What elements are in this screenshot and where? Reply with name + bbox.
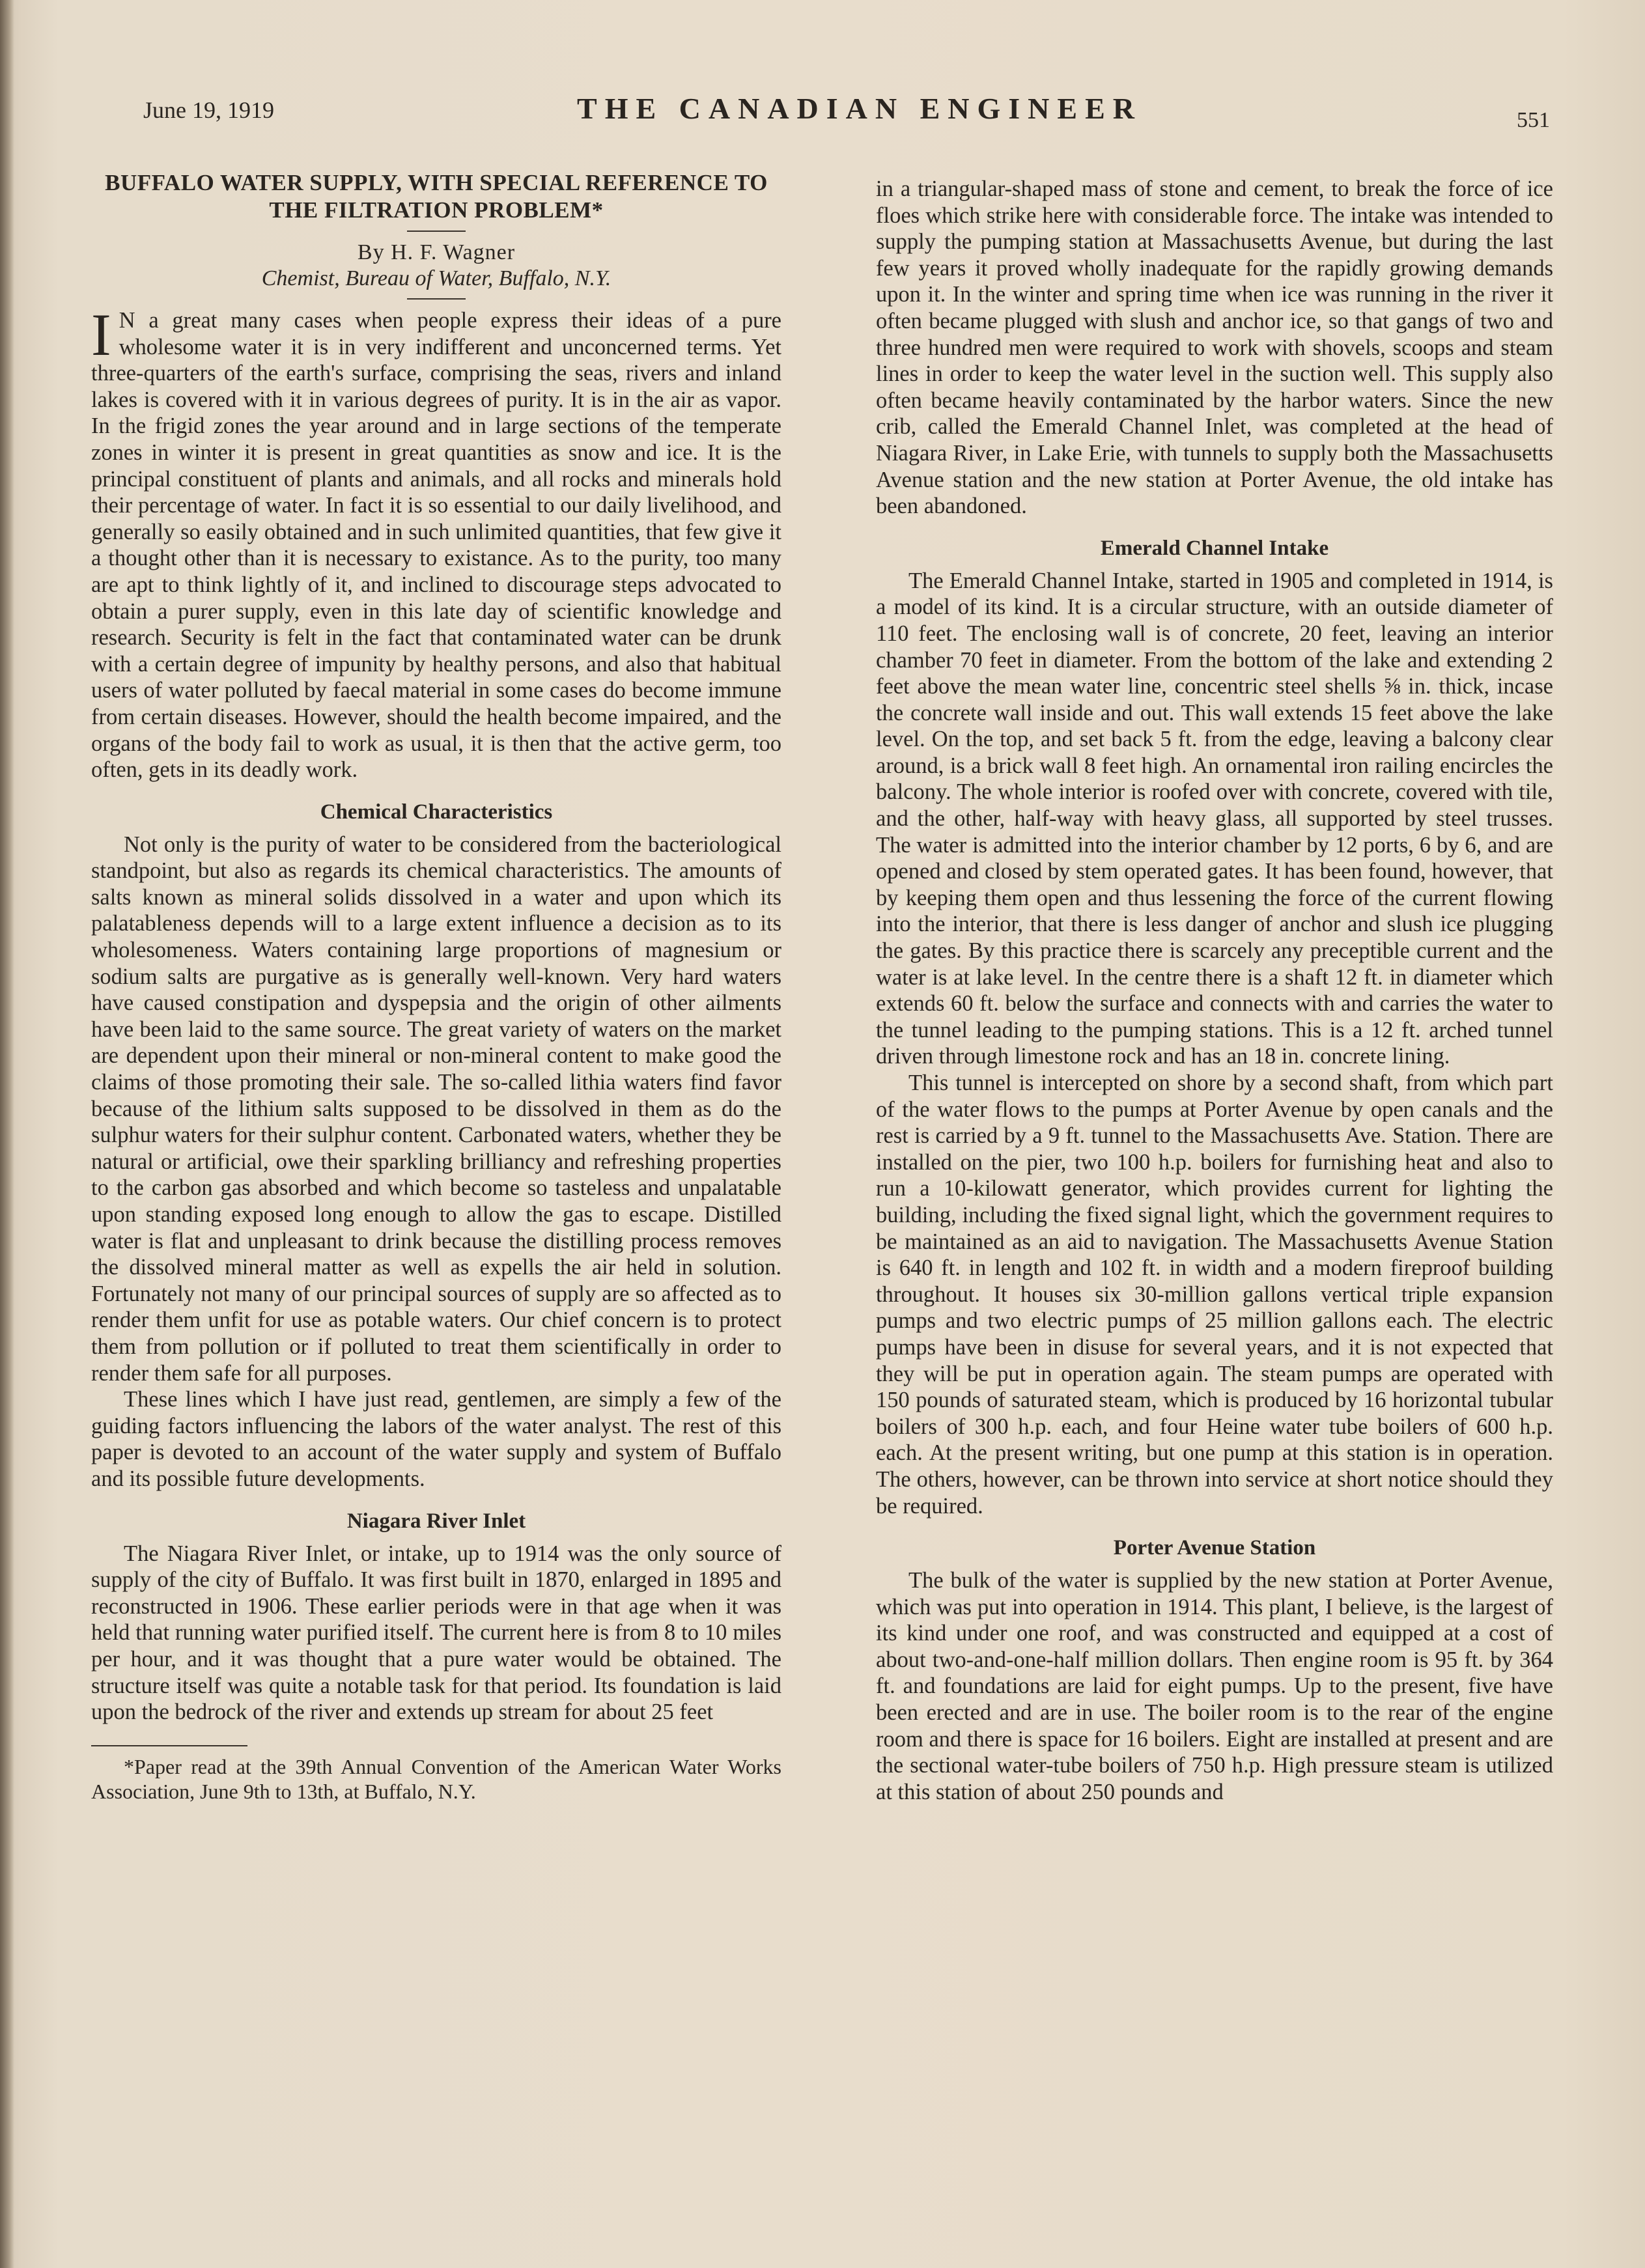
drop-cap: I — [91, 301, 111, 368]
paragraph: These lines which I have just read, gentlemen, are simply a few of the guiding factors influencing the labors of the water analyst. The rest of this paper is devoted to an account of the water supply and system of Buffalo and its possible future developments. — [91, 1387, 781, 1491]
section-heading-emerald: Emerald Channel Intake — [1100, 536, 1329, 560]
section-heading-chemical: Chemical Characteristics — [320, 800, 553, 824]
running-head — [143, 91, 1550, 137]
author-affiliation: Chemist, Bureau of Water, Buffalo, N.Y. — [261, 266, 612, 290]
paragraph: The Niagara River Inlet, or intake, up to 1914 was the only source of supply of the city of Buffalo. It was first built in 1870, enlarged in 1895 and reconstructed in 1906. These earlier periods were in that age when it was held that running water purified itself. The current here is from 8 to 10 miles per hour, and it was thought that a pure water would be obtained. The structure itself was quite a notable task for that period. Its foundation is laid upon the bedrock of the river and extends up stream for about 25 feet — [91, 1541, 781, 1725]
footnote: *Paper read at the 39th Annual Convention of the American Water Works Association, June 9th to 13th, at Buffalo, N.Y. — [91, 1754, 781, 1803]
intro-paragraph — [91, 301, 781, 783]
journal-title: THE CANADIAN ENGINEER — [577, 92, 1142, 125]
paragraph: Not only is the purity of water to be considered from the bacteriological standpoint, but also as regards its chemical characteristics. The amounts of salts known as mineral solids dissolved in a water and upon which its palatableness depends will to a large extent influence a decision as to its wholesomeness. Waters containing large proportions of magnesium or sodium salts are purgative as is generally well-known. Very hard waters have caused constipation and dyspepsia and the origin of other ailments have been laid to the same source. The great variety of waters on the market are dependent upon their mineral or non-mineral content to make good the claims of those promoting their sale. The so-called lithia waters find favor because of the lithium salts supposed to be dissolved in them as do the sulphur waters for their sulphur content. Carbonated waters, whether they be natural or artificial, owe their sparkling brilliancy and refreshing properties to the carbon gas absorbed and which become so tasteless and unpalatable upon standing exposed long enough to allow the gas to escape. Distilled water is flat and unpleasant to drink because the distilling process removes the dissolved mineral matter as well as expells the air held in solution. Fortunately not many of our principal sources of supply are so affected as to render them unfit for use as potable waters. Our chief concern is to protect them from pollution or if polluted to treat them scientifically in order to render them safe for all purposes. — [91, 832, 781, 1386]
page-spine-shadow — [0, 0, 14, 2268]
intro-text: N a great many cases when people express their ideas of a pure wholesome water it is in very indifferent and unconcerned terms. Yet three-quarters of the earth's surface, comprising the seas, rivers and inland lakes is covered with it in various degrees of purity. It is in the air as vapor. In the frigid zones the year around and in large sections of the temperate zones in winter it is present in great quantities as snow and ice. It is the principal constituent of plants and animals, and all rocks and minerals hold their percentage of water. In fact it is so essential to our daily livelihood, and generally so easily obtained and in such unlimited quantities, that few give it a thought other than it is necessary to existance. As to the purity, too many are apt to think lightly of it, and inclined to discourage steps advocated to obtain a purer supply, even in this late day of scientific knowledge and research. Security is felt in the fact that contaminated water can be drunk with a certain degree of impunity by healthy persons, and also that habitual users of water polluted by faecal material in some cases do become immune from certain diseases. However, should the health become impaired, and the organs of the body fail to work as usual, it is then that the active germ, too often, gets in its deadly work. — [91, 308, 781, 783]
section-heading-porter: Porter Avenue Station — [1113, 1536, 1316, 1560]
page-number: 551 — [1517, 108, 1550, 132]
byline-rule — [407, 298, 466, 300]
article-byline: By H. F. Wagner — [357, 240, 516, 264]
continued-paragraph: in a triangular-shaped mass of stone and cement, to break the force of ice floes which strike here with considerable force. The intake was intended to supply the pumping station at Massachusetts Avenue, but during the last few years it proved wholly inadequate for the rapidly growing demands upon it. In the winter and spring time when ice was running in the river it often became plugged with slush and anchor ice, so that gangs of two and three hundred men were required to work with shovels, scoops and steam lines in order to keep the water level in the suction well. This supply also often became heavily contaminated by the harbor waters. Since the new crib, called the Emerald Channel Inlet, was completed at the head of Niagara River, in Lake Erie, with tunnels to supply both the Massachusetts Avenue station and the new station at Porter Avenue, the old intake has been abandoned. — [876, 176, 1553, 519]
right-column — [876, 176, 1553, 1805]
left-column — [91, 169, 781, 1804]
title-rule — [407, 231, 466, 232]
footnote-rule — [91, 1745, 247, 1746]
article-title: BUFFALO WATER SUPPLY, WITH SPECIAL REFERENCE TO THE FILTRATION PROBLEM* — [105, 170, 768, 223]
paragraph: The bulk of the water is supplied by the new station at Porter Avenue, which was put into operation in 1914. This plant, I believe, is the largest of its kind under one roof, and was constructed and equipped at a cost of about two-and-one-half million dollars. Then engine room is 95 ft. by 364 ft. and foundations are laid for eight pumps. Up to the present, five have been erected and are in use. The boiler room is to the rear of the engine room and there is space for 16 boilers. Eight are installed at present and are the sectional water-tube boilers of 750 h.p. High pressure steam is utilized at this station of about 250 pounds and — [876, 1568, 1553, 1804]
section-heading-niagara: Niagara River Inlet — [346, 1509, 526, 1533]
paragraph: The Emerald Channel Intake, started in 1905 and completed in 1914, is a model of its kind. It is a circular structure, with an outside diameter of 110 feet. The enclosing wall is of concrete, 20 feet, leaving an interior chamber 70 feet in diameter. From the bottom of the lake and extending 2 feet above the mean water line, concentric steel shells ⅝ in. thick, incase the concrete wall inside and out. This wall extends 15 feet above the lake level. On the top, and set back 5 ft. from the edge, leaving a balcony clear around, is a brick wall 8 feet high. An ornamental iron railing encircles the balcony. The whole interior is roofed over with concrete, covered with tile, and the other, half-way with heavy glass, all supported by steel trusses. The water is admitted into the interior chamber by 12 ports, 6 by 6, and are opened and closed by stem operated gates. It has been found, however, that by keeping them open and thus lessening the force of the current flowing into the interior, that there is less danger of anchor and slush ice plugging the gates. By this practice there is scarcely any preceptible current and the water is at lake level. In the centre there is a shaft 12 ft. in diameter which extends 60 ft. below the surface and connects with and carries the water to the tunnel leading to the pumping stations. This is a 12 ft. arched tunnel driven through limestone rock and has an 18 in. concrete lining. — [876, 568, 1553, 1069]
paragraph: This tunnel is intercepted on shore by a second shaft, from which part of the water flows to the pumps at Porter Avenue by open canals and the rest is carried by a 9 ft. tunnel to the Massachusetts Ave. Station. There are installed on the pier, two 100 h.p. boilers for furnishing heat and also to run a 10-kilowatt generator, which provides current for lighting the building, including the fixed signal light, which the government requires to be maintained as an aid to navigation. The Massachusetts Avenue Station is 640 ft. in length and 102 ft. in width and a modern fireproof building throughout. It houses six 30-million gallons vertical triple expansion pumps and two electric pumps of 25 million gallons each. The electric pumps have been in disuse for several years, and it is not expected that they will be put in operation again. The steam pumps are operated with 150 pounds of saturated steam, which is produced by 16 horizontal tubular boilers of 300 h.p. each, and four Heine water tube boilers of 600 h.p. each. At the present writing, but one pump at this station is in operation. The others, however, can be thrown into service at short notice should they be required. — [876, 1071, 1553, 1519]
issue-date: June 19, 1919 — [143, 97, 274, 123]
